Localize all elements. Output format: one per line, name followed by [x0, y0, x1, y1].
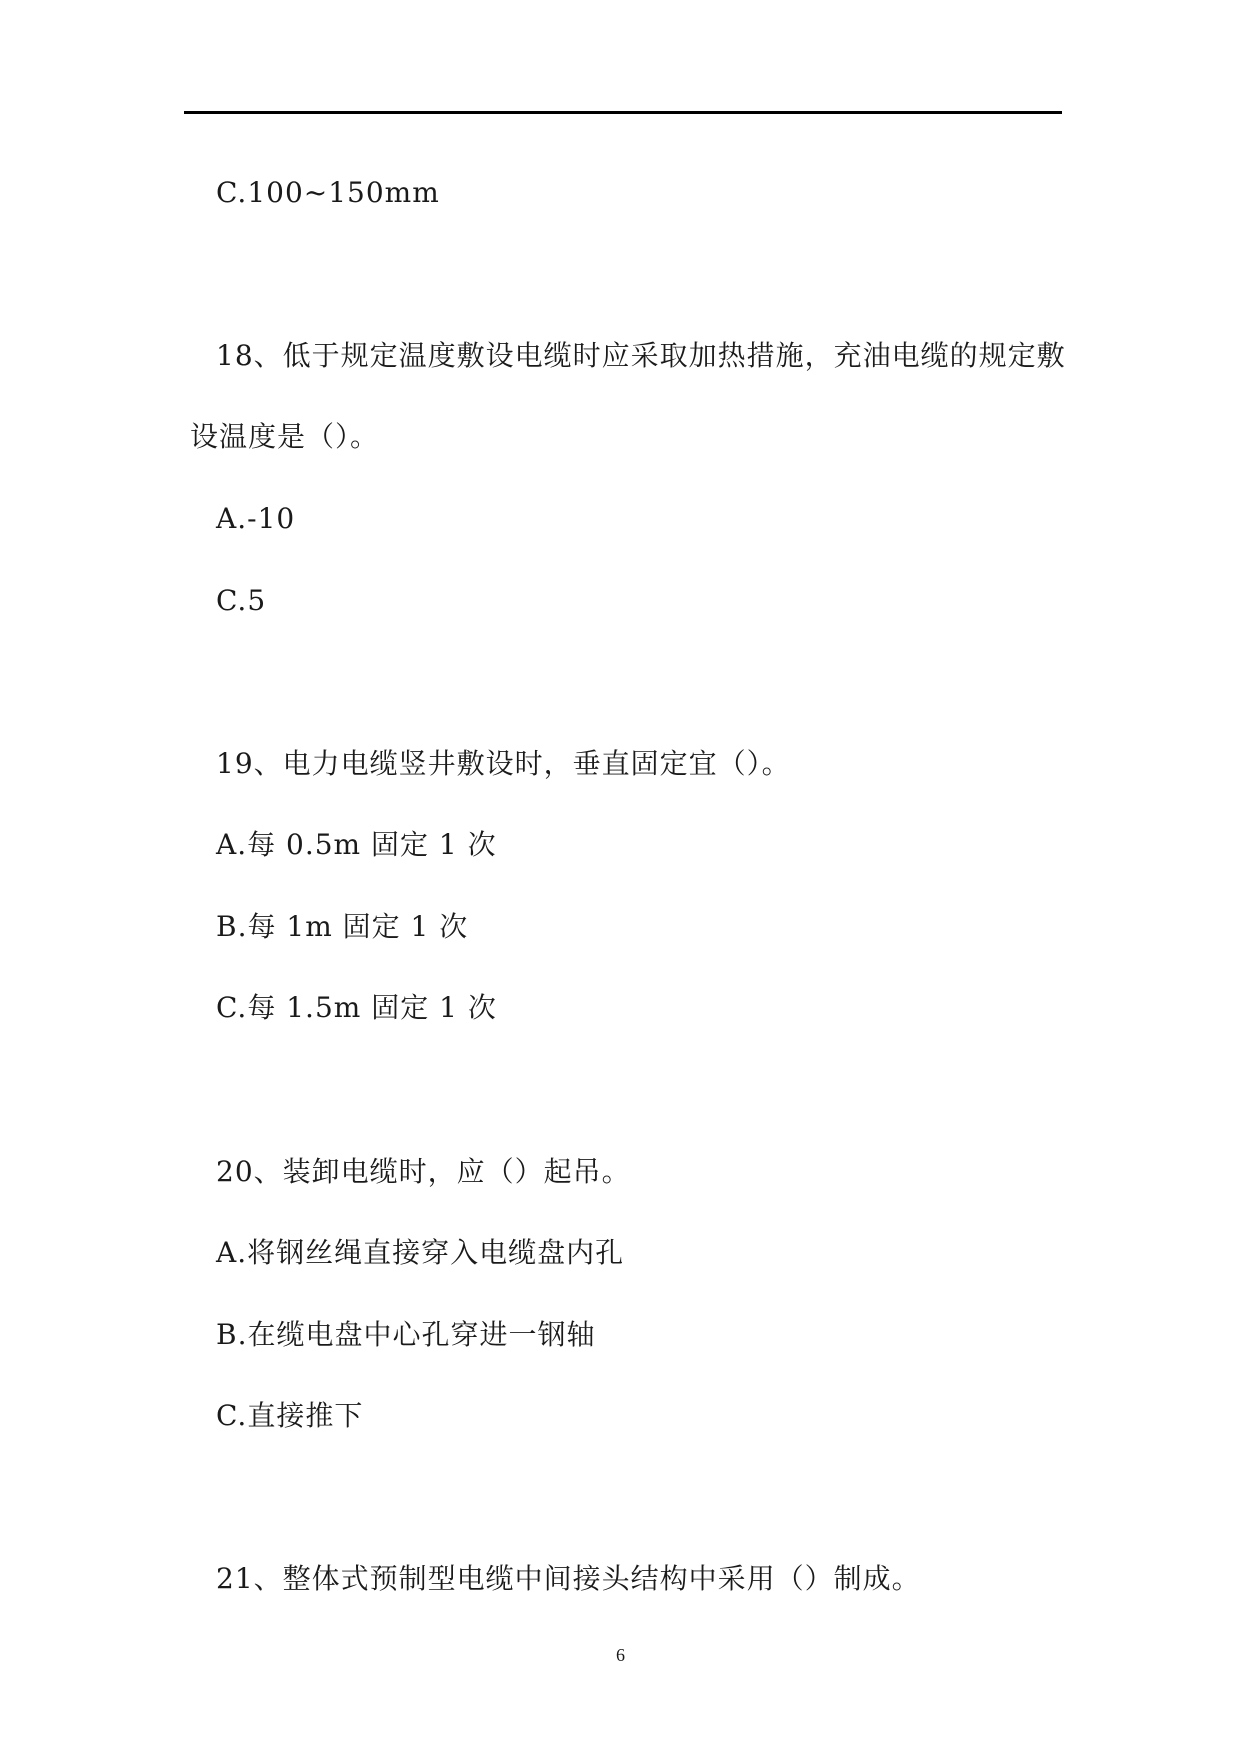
- option-b-q19: B.每 1m 固定 1 次: [216, 910, 469, 943]
- question-18-continued: 设温度是（）。: [190, 420, 380, 453]
- option-a-q19: A.每 0.5m 固定 1 次: [216, 828, 497, 861]
- question-20: 20、装卸电缆时，应（）起吊。: [216, 1155, 631, 1188]
- option-b-q20: B.在缆电盘中心孔穿进一钢轴: [216, 1318, 596, 1351]
- option-c-q17: C.100~150mm: [216, 176, 440, 209]
- option-a-q20: A.将钢丝绳直接穿入电缆盘内孔: [216, 1236, 625, 1269]
- question-18: 18、低于规定温度敷设电缆时应采取加热措施，充油电缆的规定敷: [216, 339, 1066, 372]
- question-19: 19、电力电缆竖井敷设时，垂直固定宜（）。: [216, 747, 791, 780]
- header-rule: [184, 111, 1062, 114]
- option-a-q18: A.-10: [216, 502, 296, 535]
- option-c-q20: C.直接推下: [216, 1399, 364, 1432]
- question-21: 21、整体式预制型电缆中间接头结构中采用（）制成。: [216, 1562, 921, 1595]
- option-c-q19: C.每 1.5m 固定 1 次: [216, 991, 497, 1024]
- page-number: 6: [616, 1645, 625, 1665]
- option-c-q18: C.5: [216, 584, 267, 617]
